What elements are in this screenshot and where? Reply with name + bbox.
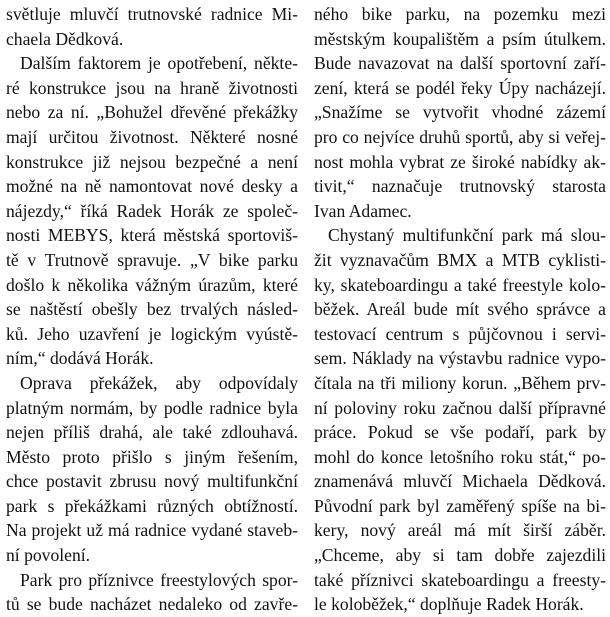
paragraph	[6, 2, 298, 51]
text-line: Bude navazovat na další sportovní zaří-	[314, 53, 606, 74]
text-line: mají určitou životnost. Některé nosné	[6, 126, 298, 147]
text-line: nebo za ní. „Bohužel dřevěné překážky	[6, 102, 298, 123]
text-line: Dalším faktorem je opotřebení, někte-	[20, 53, 298, 74]
text-line: Oprava překážek, aby odpovídaly	[20, 372, 298, 393]
text-line: konstrukce již nejsou bezpečné a není	[6, 151, 298, 172]
text-line: také příznivci skateboardingu a freesty-	[314, 569, 606, 590]
text-line: světluje mluvčí trutnovské radnice Mi-	[6, 4, 298, 24]
text-line: nejen příliš drahá, ale také zdlouhavá.	[6, 422, 298, 443]
text-line: práce. Pokud se vše podaří, park by	[314, 422, 606, 443]
text-line: sem. Náklady na výstavbu radnice vypo-	[314, 348, 606, 369]
text-line: se naštěstí obešly bez trvalých násled-	[6, 299, 298, 320]
text-line: ků. Jeho uzavření je logickým vyústě-	[6, 323, 298, 344]
text-line: městským koupalištěm a psím útulkem.	[314, 28, 606, 49]
text-line: tů se bude nacházet nedaleko od zavře-	[6, 594, 298, 615]
text-line: tě v Trutnově spravuje. „V bike parku	[6, 249, 298, 270]
text-line: Park pro příznivce freestylových spor-	[20, 569, 298, 590]
text-line: ní poloviny roku začnou další přípravné	[314, 397, 606, 418]
paragraph	[6, 51, 298, 371]
paragraph	[6, 371, 298, 568]
text-line: Ivan Adamec.	[314, 200, 412, 221]
text-line: nost mohla vybrat ze široké nabídky ak-	[314, 151, 606, 172]
text-line: Město proto přišlo s jiným řešením,	[6, 446, 298, 467]
text-line: znamenává mluvčí Michaela Dědková.	[314, 471, 606, 492]
text-line: běžek. Areál bude mít svého správce a	[314, 299, 606, 320]
paragraph	[6, 568, 298, 617]
text-line: kery, nový areál má mít širší záběr.	[314, 520, 606, 541]
text-line: Původní park byl zaměřený spíše na bi-	[314, 495, 606, 516]
text-line: možné na ně namontovat nové desky a	[6, 176, 298, 197]
text-line: ného bike parku, na pozemku mezi	[314, 4, 606, 24]
text-line: zení, která se podél řeky Úpy nacházejí.	[314, 77, 606, 98]
paragraph	[314, 223, 606, 617]
text-line: „Chceme, aby si tam dobře zajezdili	[314, 545, 606, 566]
paragraph	[314, 2, 606, 223]
text-line: ky, skateboardingu a také freestyle kolo-	[314, 274, 606, 295]
text-line: ní povolení.	[6, 545, 91, 566]
left-column	[6, 2, 298, 617]
right-column	[314, 2, 606, 617]
text-line: platným normám, by podle radnice byla	[6, 397, 298, 418]
text-line: ním,“ dodává Horák.	[6, 348, 154, 369]
text-line: Na projekt už má radnice vydané staveb-	[6, 520, 298, 541]
text-line: čítala na tři miliony korun. „Během prv-	[314, 372, 606, 393]
text-line: mohl do konce letošního roku stát,“ po-	[314, 446, 606, 467]
text-line: žit vyznavačům BMX a MTB cyklisti-	[314, 249, 606, 270]
text-line: tivit,“ naznačuje trutnovský starosta	[314, 176, 606, 197]
text-line: nosti MEBYS, která městská sportoviš-	[6, 225, 298, 246]
text-line: nájezdy,“ říká Radek Horák ze společ-	[6, 200, 298, 221]
text-line: chaela Dědková.	[6, 28, 124, 49]
text-line: pro co nejvíce druhů sportů, aby si veřej-	[314, 126, 606, 147]
text-line: ré konstrukce jsou na hraně životnosti	[6, 77, 298, 98]
text-line: le koloběžek,“ doplňuje Radek Horák.	[314, 594, 584, 615]
text-line: park s překážkami různých obtížností.	[6, 495, 298, 516]
text-line: došlo k několika vážným úrazům, které	[6, 274, 298, 295]
text-line: Chystaný multifunkční park má slou-	[328, 225, 606, 246]
text-line: chce postavit zbrusu nový multifunkční	[6, 471, 298, 492]
text-line: „Snažíme se vytvořit vhodné zázemí	[314, 102, 606, 123]
text-line: testovací centrum s půjčovnou i servi-	[314, 323, 606, 344]
